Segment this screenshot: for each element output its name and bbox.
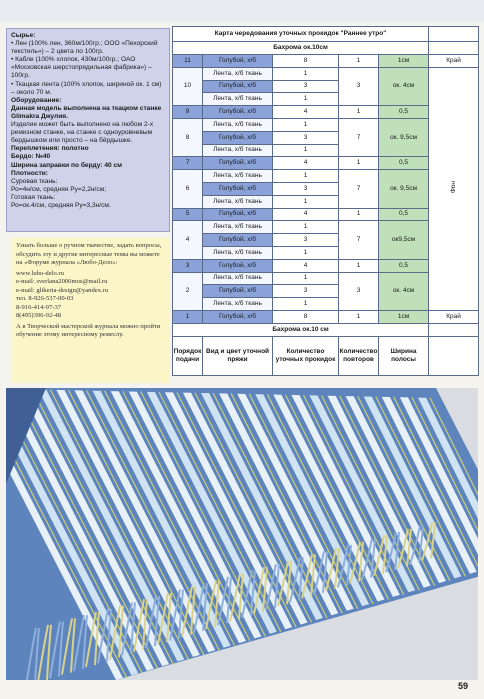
materials-line: Оборудование: <box>11 96 62 104</box>
contact-line: www.lubo-delo.ru <box>16 269 64 277</box>
contact-line: e-mail: glikeria-design@yandex.ru <box>16 286 109 294</box>
yarn-cell: Лента, х/б ткань <box>203 170 273 183</box>
count-cell: 1 <box>273 195 339 208</box>
order-cell: 3 <box>173 259 203 272</box>
width-cell: ок. 9,5см <box>379 118 429 156</box>
yarn-cell: Голубой, х/б <box>203 80 273 93</box>
width-cell: 0,5 <box>379 259 429 272</box>
table-row <box>173 67 479 80</box>
yarn-cell: Лента, х/б ткань <box>203 221 273 234</box>
yarn-cell: Лента, х/б ткань <box>203 298 273 311</box>
order-cell: 6 <box>173 170 203 208</box>
count-cell: 3 <box>273 131 339 144</box>
yarn-cell: Голубой, х/б <box>203 106 273 119</box>
contact-line: e-mail: sverlana2006mos@mail.ru <box>16 278 108 285</box>
materials-line: Бердо: №40 <box>11 153 51 161</box>
width-cell: 0,5 <box>379 157 429 170</box>
count-cell: 4 <box>273 259 339 272</box>
weft-sequence-table <box>172 26 479 376</box>
materials-line: • Кабле (100% хлопок, 430м/100гр.; ОАО «Московская шерстопрядильная фабрика») – 100гр. <box>11 56 152 80</box>
yarn-cell: Лента, х/б ткань <box>203 118 273 131</box>
count-cell: 1 <box>273 118 339 131</box>
yarn-cell: Голубой, х/б <box>203 182 273 195</box>
repeat-cell: 7 <box>339 221 379 259</box>
count-cell: 1 <box>273 246 339 259</box>
order-cell: 2 <box>173 272 203 310</box>
contact-intro: Узнать больше о ручном ткачестве, задать вопросы, обсудить эту и другие интересные темы вы можете на «Форуме журнала «Любо-Дело»: <box>16 242 162 266</box>
contact-line: 8-916-414-97-37 <box>16 303 62 311</box>
contact-outro: А в Творческой мастерской журнала можно пройти обучение этому интересному ремеслу. <box>16 322 161 338</box>
contact-line: тел. 8-926-537-00-03 <box>16 295 74 302</box>
repeat-cell: 1 <box>339 310 379 323</box>
width-cell: 1см <box>379 55 429 68</box>
width-cell: ок. 9,5см <box>379 170 429 208</box>
width-cell: ок9,5см <box>379 221 429 259</box>
count-cell: 4 <box>273 106 339 119</box>
contact-box <box>12 238 170 383</box>
materials-line: Данная модель выполнена на ткацком станке Glimakra Джулия. <box>11 104 162 120</box>
yarn-cell: Голубой, х/б <box>203 234 273 247</box>
count-cell: 3 <box>273 234 339 247</box>
order-cell: 5 <box>173 208 203 221</box>
count-cell: 3 <box>273 285 339 298</box>
width-cell: 0,5 <box>379 106 429 119</box>
repeat-cell: 7 <box>339 118 379 156</box>
count-cell: 1 <box>273 298 339 311</box>
order-cell: 1 <box>173 310 203 323</box>
page-number: 59 <box>457 681 468 691</box>
materials-line: Ро=4н/см, средняя Ру=2,2н/см; <box>11 185 107 193</box>
column-header: Количество уточных прокидок <box>273 336 339 375</box>
table-header-row <box>173 336 479 375</box>
count-cell: 1 <box>273 221 339 234</box>
count-cell: 4 <box>273 157 339 170</box>
width-cell: 0,5 <box>379 208 429 221</box>
materials-line: Сырье: <box>11 32 36 39</box>
table-title: Карта чередования уточных прокидок "Раннее утро" <box>173 27 429 42</box>
count-cell: 1 <box>273 67 339 80</box>
table-corner <box>429 336 479 375</box>
materials-line: Переплетения: полотно <box>11 145 89 153</box>
side-label: Фон <box>449 180 457 193</box>
width-cell: 1см <box>379 310 429 323</box>
repeat-cell: 1 <box>339 259 379 272</box>
materials-panel <box>6 28 170 232</box>
order-cell: 9 <box>173 106 203 119</box>
count-cell: 1 <box>273 144 339 157</box>
repeat-cell: 1 <box>339 55 379 68</box>
count-cell: 3 <box>273 80 339 93</box>
table-corner <box>429 42 479 55</box>
repeat-cell: 1 <box>339 208 379 221</box>
table-row <box>173 55 479 68</box>
yarn-cell: Лента, х/б ткань <box>203 67 273 80</box>
contact-line: 8(495)396-92-48 <box>16 312 62 319</box>
order-cell: 7 <box>173 157 203 170</box>
order-cell: 8 <box>173 118 203 156</box>
count-cell: 1 <box>273 93 339 106</box>
materials-line: Ро=ок.4/см, средняя Ру=3,3н/см. <box>11 201 111 209</box>
count-cell: 4 <box>273 208 339 221</box>
width-cell: ок. 4см <box>379 67 429 105</box>
order-cell: 11 <box>173 55 203 68</box>
yarn-cell: Голубой, х/б <box>203 208 273 221</box>
yarn-cell: Голубой, х/б <box>203 131 273 144</box>
count-cell: 1 <box>273 272 339 285</box>
order-cell: 10 <box>173 67 203 105</box>
count-cell: 8 <box>273 310 339 323</box>
yarn-cell: Лента, х/б ткань <box>203 246 273 259</box>
yarn-cell: Голубой, х/б <box>203 157 273 170</box>
edge-label: Край <box>429 310 479 323</box>
yarn-cell: Лента, х/б ткань <box>203 144 273 157</box>
table-corner <box>429 323 479 336</box>
materials-line: • Лен (100% лен, 360м/100гр.; ООО «Пехорский текстиль») – 2 цвета по 100гр. <box>11 40 158 56</box>
contact-lines <box>16 270 166 321</box>
fringe-bottom-row <box>173 323 479 336</box>
repeat-cell: 1 <box>339 106 379 119</box>
repeat-cell: 7 <box>339 170 379 208</box>
yarn-cell: Лента, х/б ткань <box>203 272 273 285</box>
materials-line: Суровая ткань: <box>11 177 58 185</box>
column-header: Ширина полосы <box>379 336 429 375</box>
table-row <box>173 310 479 323</box>
fringe-bottom: Бахрома ок.10 см <box>173 323 429 336</box>
materials-line: Готовая ткань: <box>11 193 56 201</box>
materials-line: Плотности: <box>11 169 49 177</box>
yarn-cell: Голубой, х/б <box>203 310 273 323</box>
edge-label: Край <box>429 55 479 68</box>
side-label-cell <box>429 67 479 310</box>
yarn-cell: Голубой, х/б <box>203 55 273 68</box>
materials-line: Ширина заправки по берду: 40 см <box>11 161 123 169</box>
column-header: Количество повторов <box>339 336 379 375</box>
column-header: Вид и цвет уточной пряжи <box>203 336 273 375</box>
table-title-row <box>173 27 479 42</box>
yarn-cell: Лента, х/б ткань <box>203 93 273 106</box>
yarn-cell: Голубой, х/б <box>203 285 273 298</box>
repeat-cell: 3 <box>339 67 379 105</box>
order-cell: 4 <box>173 221 203 259</box>
fringe-top-row <box>173 42 479 55</box>
yarn-cell: Лента, х/б ткань <box>203 195 273 208</box>
page-header-strip <box>0 0 484 22</box>
repeat-cell: 3 <box>339 272 379 310</box>
repeat-cell: 1 <box>339 157 379 170</box>
fringe-top: Бахрома ок.10см <box>173 42 429 55</box>
yarn-cell: Голубой, х/б <box>203 259 273 272</box>
table-corner <box>429 27 479 42</box>
woven-fabric-photo <box>6 388 478 680</box>
count-cell: 8 <box>273 55 339 68</box>
count-cell: 1 <box>273 170 339 183</box>
materials-line: • Ткацкая лента (100% хлопок, шириной ок. 1 см) – около 70 м. <box>11 80 162 96</box>
count-cell: 3 <box>273 182 339 195</box>
width-cell: ок. 4см <box>379 272 429 310</box>
column-header: Порядок подачи <box>173 336 203 375</box>
materials-line: Изделие может быть выполнено на любом 2-х ремизном станке, на станке с одноуровневым бердышком или просто – на бёрдышке. <box>11 121 154 145</box>
